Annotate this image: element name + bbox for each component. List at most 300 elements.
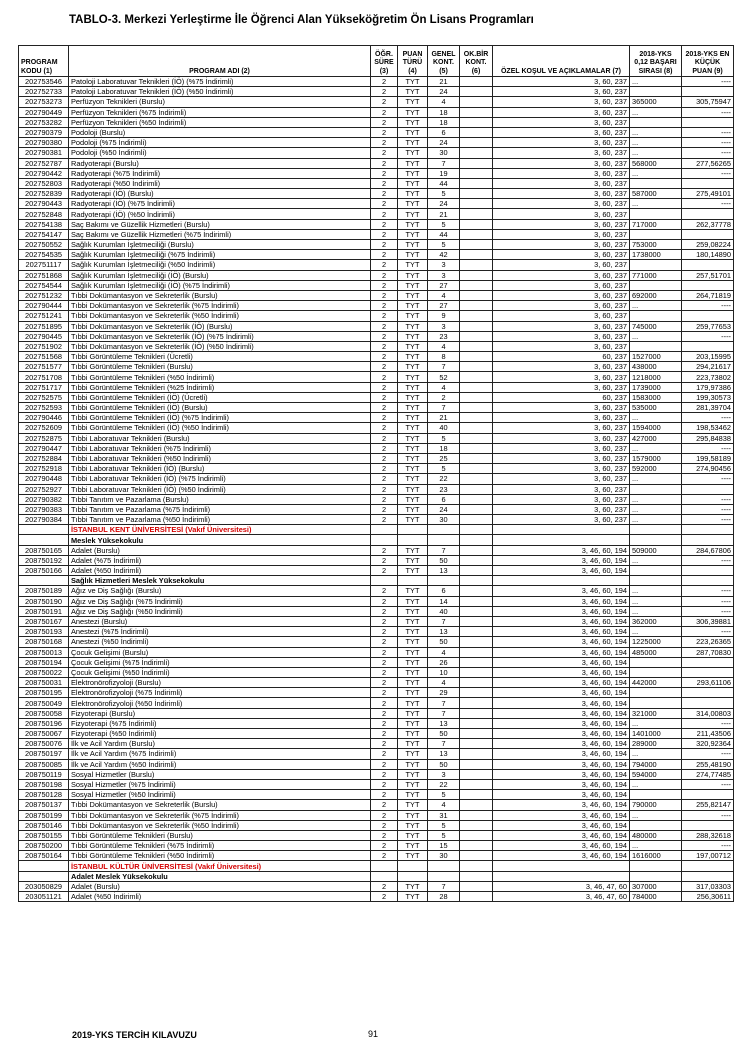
program-code: 203050829	[19, 881, 69, 891]
empty-cell	[428, 525, 460, 535]
duration: 2	[371, 810, 398, 820]
min-score: 264,71819	[682, 290, 734, 300]
quota: 7	[428, 739, 460, 749]
success-rank: 1218000	[630, 372, 682, 382]
quota: 50	[428, 637, 460, 647]
program-name: Tıbbi Dokümantasyon ve Sekreterlik (İÖ) (%50 İndirimli)	[69, 341, 371, 351]
conditions: 3, 46, 60, 194	[493, 810, 630, 820]
duration: 2	[371, 698, 398, 708]
empty-cell	[19, 576, 69, 586]
table-row	[19, 627, 734, 637]
duration: 2	[371, 382, 398, 392]
duration: 2	[371, 107, 398, 117]
quota: 7	[428, 362, 460, 372]
table-row	[19, 474, 734, 484]
min-score	[682, 311, 734, 321]
program-code: 202751117	[19, 260, 69, 270]
quota: 21	[428, 77, 460, 87]
program-code: 202751902	[19, 341, 69, 351]
header-name: PROGRAM ADI (2)	[69, 46, 371, 77]
program-code: 208750013	[19, 647, 69, 657]
score-type: TYT	[398, 627, 428, 637]
table-row	[19, 352, 734, 362]
conditions: 3, 46, 60, 194	[493, 769, 630, 779]
empty-cell	[630, 861, 682, 871]
empty-cell	[371, 861, 398, 871]
score-type: TYT	[398, 586, 428, 596]
program-name: Sosyal Hizmetler (Burslu)	[69, 769, 371, 779]
program-name: Adalet (%75 İndirimli)	[69, 555, 371, 565]
program-name: Podoloji (%75 İndirimli)	[69, 138, 371, 148]
program-name: Radyoterapi (İÖ) (Burslu)	[69, 189, 371, 199]
program-name: Adalet (%50 İndirimli)	[69, 892, 371, 902]
program-name: Tıbbi Görüntüleme Teknikleri (%25 İndirimli)	[69, 382, 371, 392]
conditions: 3, 60, 237	[493, 494, 630, 504]
success-rank: ...	[630, 749, 682, 759]
duration: 2	[371, 820, 398, 830]
conditions: 3, 60, 237	[493, 474, 630, 484]
conditions: 3, 46, 60, 194	[493, 596, 630, 606]
min-score: 274,77485	[682, 769, 734, 779]
min-score: ----	[682, 168, 734, 178]
conditions: 3, 60, 237	[493, 464, 630, 474]
table-row	[19, 698, 734, 708]
score-type: TYT	[398, 504, 428, 514]
conditions: 3, 60, 237	[493, 290, 630, 300]
program-name: Tıbbi Laboratuvar Teknikleri (%50 İndirimli)	[69, 453, 371, 463]
ok-quota	[460, 392, 493, 402]
min-score: 211,43506	[682, 729, 734, 739]
table-row	[19, 280, 734, 290]
conditions: 3, 60, 237	[493, 250, 630, 260]
quota: 24	[428, 87, 460, 97]
quota: 23	[428, 331, 460, 341]
empty-cell	[19, 861, 69, 871]
score-type: TYT	[398, 341, 428, 351]
duration: 2	[371, 453, 398, 463]
quota: 40	[428, 606, 460, 616]
quota: 24	[428, 504, 460, 514]
conditions: 3, 60, 237	[493, 443, 630, 453]
table-row	[19, 596, 734, 606]
conditions: 3, 46, 60, 194	[493, 647, 630, 657]
ok-quota	[460, 280, 493, 290]
program-code: 208750049	[19, 698, 69, 708]
ok-quota	[460, 616, 493, 626]
table-row	[19, 606, 734, 616]
quota: 29	[428, 688, 460, 698]
min-score: 198,53462	[682, 423, 734, 433]
score-type: TYT	[398, 892, 428, 902]
program-code: 202751895	[19, 321, 69, 331]
program-name: Tıbbi Görüntüleme Teknikleri (%50 İndirimli)	[69, 372, 371, 382]
program-name: Çocuk Gelişimi (%75 İndirimli)	[69, 657, 371, 667]
success-rank: ...	[630, 331, 682, 341]
table-row	[19, 229, 734, 239]
table-row	[19, 504, 734, 514]
min-score: ----	[682, 443, 734, 453]
duration: 2	[371, 372, 398, 382]
quota: 7	[428, 698, 460, 708]
program-name: Radyoterapi (Burslu)	[69, 158, 371, 168]
program-name: Fizyoterapi (%75 İndirimli)	[69, 718, 371, 728]
school-name: Adalet Meslek Yüksekokulu	[69, 871, 371, 881]
empty-cell	[398, 525, 428, 535]
score-type: TYT	[398, 240, 428, 250]
ok-quota	[460, 382, 493, 392]
program-name: Çocuk Gelişimi (Burslu)	[69, 647, 371, 657]
program-code: 202754544	[19, 280, 69, 290]
empty-cell	[19, 525, 69, 535]
duration: 2	[371, 647, 398, 657]
program-code: 208750155	[19, 830, 69, 840]
ok-quota	[460, 403, 493, 413]
school-name: Meslek Yüksekokulu	[69, 535, 371, 545]
success-rank: ...	[630, 606, 682, 616]
success-rank: 535000	[630, 403, 682, 413]
duration: 2	[371, 219, 398, 229]
conditions: 3, 60, 237	[493, 301, 630, 311]
min-score: ----	[682, 810, 734, 820]
empty-cell	[493, 861, 630, 871]
ok-quota	[460, 474, 493, 484]
success-rank: 1225000	[630, 637, 682, 647]
score-type: TYT	[398, 698, 428, 708]
score-type: TYT	[398, 107, 428, 117]
program-name: İlk ve Acil Yardım (Burslu)	[69, 739, 371, 749]
conditions: 3, 46, 60, 194	[493, 545, 630, 555]
table-row	[19, 667, 734, 677]
min-score: 281,39704	[682, 403, 734, 413]
program-code: 208750031	[19, 678, 69, 688]
conditions: 3, 46, 60, 194	[493, 616, 630, 626]
program-code: 202790380	[19, 138, 69, 148]
program-code: 202752787	[19, 158, 69, 168]
program-code: 208750146	[19, 820, 69, 830]
conditions: 3, 46, 60, 194	[493, 841, 630, 851]
program-name: Tıbbi Laboratuvar Teknikleri (%75 İndirimli)	[69, 443, 371, 453]
duration: 2	[371, 596, 398, 606]
empty-cell	[371, 525, 398, 535]
empty-cell	[682, 576, 734, 586]
quota: 14	[428, 596, 460, 606]
duration: 2	[371, 504, 398, 514]
table-row	[19, 138, 734, 148]
success-rank: 1738000	[630, 250, 682, 260]
quota: 7	[428, 158, 460, 168]
score-type: TYT	[398, 790, 428, 800]
success-rank: 307000	[630, 881, 682, 891]
quota: 15	[428, 841, 460, 851]
ok-quota	[460, 810, 493, 820]
table-row	[19, 647, 734, 657]
success-rank: 321000	[630, 708, 682, 718]
ok-quota	[460, 138, 493, 148]
university-row	[19, 861, 734, 871]
program-name: Podoloji (Burslu)	[69, 127, 371, 137]
table-row	[19, 87, 734, 97]
empty-cell	[493, 576, 630, 586]
program-name: Tıbbi Tanıtım ve Pazarlama (Burslu)	[69, 494, 371, 504]
conditions: 3, 60, 237	[493, 138, 630, 148]
ok-quota	[460, 759, 493, 769]
min-score: ----	[682, 138, 734, 148]
success-rank: ...	[630, 627, 682, 637]
quota: 7	[428, 403, 460, 413]
min-score: ----	[682, 148, 734, 158]
program-code: 208750193	[19, 627, 69, 637]
table-row	[19, 443, 734, 453]
duration: 2	[371, 423, 398, 433]
score-type: TYT	[398, 667, 428, 677]
ok-quota	[460, 708, 493, 718]
ok-quota	[460, 413, 493, 423]
success-rank	[630, 280, 682, 290]
conditions: 3, 46, 60, 194	[493, 555, 630, 565]
program-name: Radyoterapi (%50 İndirimli)	[69, 178, 371, 188]
program-code: 202790445	[19, 331, 69, 341]
quota: 40	[428, 423, 460, 433]
program-code: 202754535	[19, 250, 69, 260]
min-score: ----	[682, 555, 734, 565]
program-name: Tıbbi Dokümantasyon ve Sekreterlik (%50 İndirimli)	[69, 311, 371, 321]
score-type: TYT	[398, 158, 428, 168]
score-type: TYT	[398, 708, 428, 718]
program-code: 208750198	[19, 779, 69, 789]
quota: 6	[428, 127, 460, 137]
success-rank: ...	[630, 841, 682, 851]
ok-quota	[460, 97, 493, 107]
success-rank: 1739000	[630, 382, 682, 392]
duration: 2	[371, 331, 398, 341]
duration: 2	[371, 484, 398, 494]
success-rank: 794000	[630, 759, 682, 769]
quota: 24	[428, 138, 460, 148]
duration: 2	[371, 657, 398, 667]
success-rank: ...	[630, 474, 682, 484]
program-name: Ağız ve Diş Sağlığı (%50 İndirimli)	[69, 606, 371, 616]
empty-cell	[630, 535, 682, 545]
program-code: 208750190	[19, 596, 69, 606]
program-name: Adalet (Burslu)	[69, 881, 371, 891]
quota: 7	[428, 545, 460, 555]
ok-quota	[460, 189, 493, 199]
table-row	[19, 270, 734, 280]
table-row	[19, 759, 734, 769]
ok-quota	[460, 667, 493, 677]
conditions: 3, 46, 60, 194	[493, 637, 630, 647]
program-code: 208750199	[19, 810, 69, 820]
quota: 50	[428, 759, 460, 769]
quota: 3	[428, 769, 460, 779]
score-type: TYT	[398, 117, 428, 127]
min-score	[682, 209, 734, 219]
program-name: Tıbbi Dokümantasyon ve Sekreterlik (%50 İndirimli)	[69, 820, 371, 830]
quota: 22	[428, 779, 460, 789]
success-rank	[630, 311, 682, 321]
empty-cell	[460, 535, 493, 545]
program-name: Radyoterapi (%75 İndirimli)	[69, 168, 371, 178]
success-rank	[630, 790, 682, 800]
program-name: Anestezi (Burslu)	[69, 616, 371, 626]
program-code: 208750195	[19, 688, 69, 698]
table-row	[19, 413, 734, 423]
min-score	[682, 280, 734, 290]
table-row	[19, 250, 734, 260]
score-type: TYT	[398, 464, 428, 474]
score-type: TYT	[398, 352, 428, 362]
empty-cell	[682, 861, 734, 871]
duration: 2	[371, 515, 398, 525]
min-score: 223,73802	[682, 372, 734, 382]
table-row	[19, 341, 734, 351]
duration: 2	[371, 708, 398, 718]
duration: 2	[371, 352, 398, 362]
ok-quota	[460, 484, 493, 494]
min-score: ----	[682, 596, 734, 606]
program-name: Radyoterapi (İÖ) (%75 İndirimli)	[69, 199, 371, 209]
quota: 52	[428, 372, 460, 382]
min-score: ----	[682, 494, 734, 504]
score-type: TYT	[398, 331, 428, 341]
score-type: TYT	[398, 372, 428, 382]
ok-quota	[460, 718, 493, 728]
conditions: 3, 60, 237	[493, 362, 630, 372]
program-name: Sağlık Kurumları İşletmeciliği (Burslu)	[69, 240, 371, 250]
duration: 2	[371, 494, 398, 504]
score-type: TYT	[398, 311, 428, 321]
score-type: TYT	[398, 779, 428, 789]
empty-cell	[460, 576, 493, 586]
program-code: 202752848	[19, 209, 69, 219]
success-rank: ...	[630, 718, 682, 728]
quota: 21	[428, 413, 460, 423]
program-code: 208750194	[19, 657, 69, 667]
conditions: 3, 46, 60, 194	[493, 790, 630, 800]
program-name: Anestezi (%50 İndirimli)	[69, 637, 371, 647]
duration: 2	[371, 616, 398, 626]
conditions: 3, 60, 237	[493, 240, 630, 250]
program-name: Ağız ve Diş Sağlığı (%75 İndirimli)	[69, 596, 371, 606]
score-type: TYT	[398, 270, 428, 280]
table-row	[19, 362, 734, 372]
program-name: Tıbbi Görüntüleme Teknikleri (%75 İndirimli)	[69, 841, 371, 851]
program-code: 202752803	[19, 178, 69, 188]
empty-cell	[682, 871, 734, 881]
table-row	[19, 433, 734, 443]
min-score	[682, 87, 734, 97]
success-rank: 587000	[630, 189, 682, 199]
conditions: 3, 46, 60, 194	[493, 566, 630, 576]
min-score: 284,67806	[682, 545, 734, 555]
success-rank: 592000	[630, 464, 682, 474]
conditions: 3, 60, 237	[493, 148, 630, 158]
table-row	[19, 219, 734, 229]
success-rank: ...	[630, 494, 682, 504]
ok-quota	[460, 250, 493, 260]
conditions: 3, 46, 60, 194	[493, 708, 630, 718]
ok-quota	[460, 678, 493, 688]
quota: 13	[428, 718, 460, 728]
quota: 4	[428, 290, 460, 300]
program-code: 202751241	[19, 311, 69, 321]
table-row	[19, 484, 734, 494]
table-row	[19, 657, 734, 667]
program-code: 202790444	[19, 301, 69, 311]
duration: 2	[371, 881, 398, 891]
quota: 13	[428, 627, 460, 637]
conditions: 3, 46, 60, 194	[493, 586, 630, 596]
quota: 5	[428, 830, 460, 840]
duration: 2	[371, 301, 398, 311]
quota: 18	[428, 107, 460, 117]
program-code: 208750119	[19, 769, 69, 779]
success-rank: ...	[630, 301, 682, 311]
quota: 4	[428, 341, 460, 351]
program-code: 202751868	[19, 270, 69, 280]
program-name: Perfüzyon Teknikleri (Burslu)	[69, 97, 371, 107]
program-name: Tıbbi Dokümantasyon ve Sekreterlik (İÖ) (%75 İndirimli)	[69, 331, 371, 341]
conditions: 3, 46, 60, 194	[493, 688, 630, 698]
success-rank	[630, 820, 682, 830]
duration: 2	[371, 688, 398, 698]
ok-quota	[460, 453, 493, 463]
score-type: TYT	[398, 647, 428, 657]
ok-quota	[460, 790, 493, 800]
ok-quota	[460, 321, 493, 331]
program-name: Sosyal Hizmetler (%75 İndirimli)	[69, 779, 371, 789]
program-name: Tıbbi Görüntüleme Teknikleri (İÖ) (Burslu)	[69, 403, 371, 413]
score-type: TYT	[398, 881, 428, 891]
conditions: 3, 60, 237	[493, 229, 630, 239]
min-score: ----	[682, 127, 734, 137]
empty-cell	[460, 525, 493, 535]
ok-quota	[460, 331, 493, 341]
empty-cell	[630, 525, 682, 535]
ok-quota	[460, 881, 493, 891]
program-name: Tıbbi Görüntüleme Teknikleri (İÖ) (Ücretli)	[69, 392, 371, 402]
conditions: 3, 60, 237	[493, 453, 630, 463]
conditions: 3, 60, 237	[493, 372, 630, 382]
conditions: 3, 60, 237	[493, 209, 630, 219]
program-code: 208750168	[19, 637, 69, 647]
program-name: Tıbbi Dokümantasyon ve Sekreterlik (%75 İndirimli)	[69, 810, 371, 820]
ok-quota	[460, 566, 493, 576]
score-type: TYT	[398, 616, 428, 626]
duration: 2	[371, 739, 398, 749]
score-type: TYT	[398, 739, 428, 749]
duration: 2	[371, 667, 398, 677]
program-name: Saç Bakımı ve Güzellik Hizmetleri (%75 İndirimli)	[69, 229, 371, 239]
ok-quota	[460, 729, 493, 739]
ok-quota	[460, 433, 493, 443]
quota: 3	[428, 270, 460, 280]
ok-quota	[460, 311, 493, 321]
table-row	[19, 545, 734, 555]
table-row	[19, 841, 734, 851]
program-name: Radyoterapi (İÖ) (%50 İndirimli)	[69, 209, 371, 219]
duration: 2	[371, 769, 398, 779]
table-row	[19, 739, 734, 749]
min-score: ----	[682, 413, 734, 423]
quota: 6	[428, 494, 460, 504]
success-rank: 1616000	[630, 851, 682, 861]
program-name: Tıbbi Dokümantasyon ve Sekreterlik (Burslu)	[69, 800, 371, 810]
min-score: ----	[682, 779, 734, 789]
ok-quota	[460, 851, 493, 861]
page-number: 91	[368, 1029, 379, 1039]
score-type: TYT	[398, 718, 428, 728]
